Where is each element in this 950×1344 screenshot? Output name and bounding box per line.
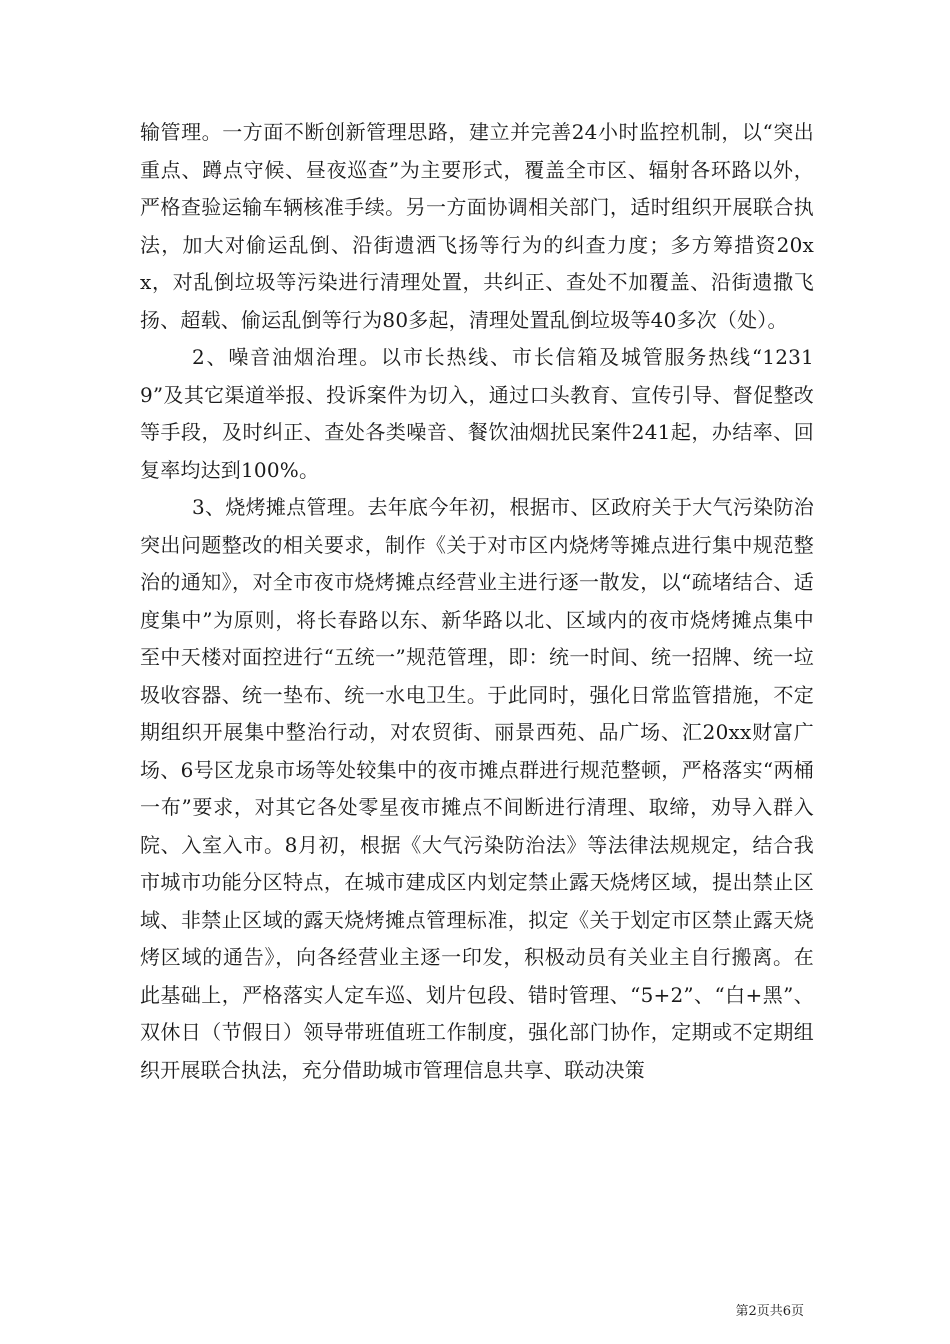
document-body	[140, 114, 814, 1089]
paragraph-noise-smoke: 2、噪音油烟治理。以市长热线、市长信箱及城管服务热线“12319”及其它渠道举报、投诉案件为切入，通过口头教育、宣传引导、督促整改等手段，及时纠正、查处各类噪音、餐饮油烟扰民案件241起，办结率、回复率均达到100%。	[140, 345, 814, 482]
page-number-footer: 第2页共6页	[735, 1304, 804, 1319]
paragraph-barbecue-stalls: 3、烧烤摊点管理。去年底今年初，根据市、区政府关于大气污染防治突出问题整改的相关要求，制作《关于对市区内烧烤等摊点进行集中规范整治的通知》，对全市夜市烧烤摊点经营业主进行逐一散发，以“疏堵结合、适度集中”为原则，将长春路以东、新华路以北、区域内的夜市烧烤摊点集中至中天楼对面控进行“五统一”规范管理，即：统一时间、统一招牌、统一垃圾收容器、统一垫布、统一水电卫生。于此同时，强化日常监管措施，不定期组织开展集中整治行动，对农贸街、丽景西苑、品广场、汇20xx财富广场、6号区龙泉市场等处较集中的夜市摊点群进行规范整顿，严格落实“两桶一布”要求，对其它各处零星夜市摊点不间断进行清理、取缔，劝导入群入院、入室入市。8月初，根据《大气污染防治法》等法律法规规定，结合我市城市功能分区特点，在城市建成区内划定禁止露天烧烤区域，提出禁止区域、非禁止区域的露天烧烤摊点管理标准，拟定《关于划定市区禁止露天烧烤区域的通告》，向各经营业主逐一印发，积极动员有关业主自行搬离。在此基础上，严格落实人定车巡、划片包段、错时管理、“5+2”、“白+黑”、双休日（节假日）领导带班值班工作制度，强化部门协作，定期或不定期组织开展联合执法，充分借助城市管理信息共享、联动决策	[140, 495, 814, 1082]
paragraph-continued: 输管理。一方面不断创新管理思路，建立并完善24小时监控机制，以“突出重点、蹲点守候、昼夜巡查”为主要形式，覆盖全市区、辐射各环路以外，严格查验运输车辆核准手续。另一方面协调相关部门，适时组织开展联合执法，加大对偷运乱倒、沿街遗洒飞扬等行为的纠查力度；多方筹措资20xx，对乱倒垃圾等污染进行清理处置，共纠正、查处不加覆盖、沿街遗撒飞扬、超载、偷运乱倒等行为80多起，清理处置乱倒垃圾等40多次（处）。	[140, 120, 814, 332]
